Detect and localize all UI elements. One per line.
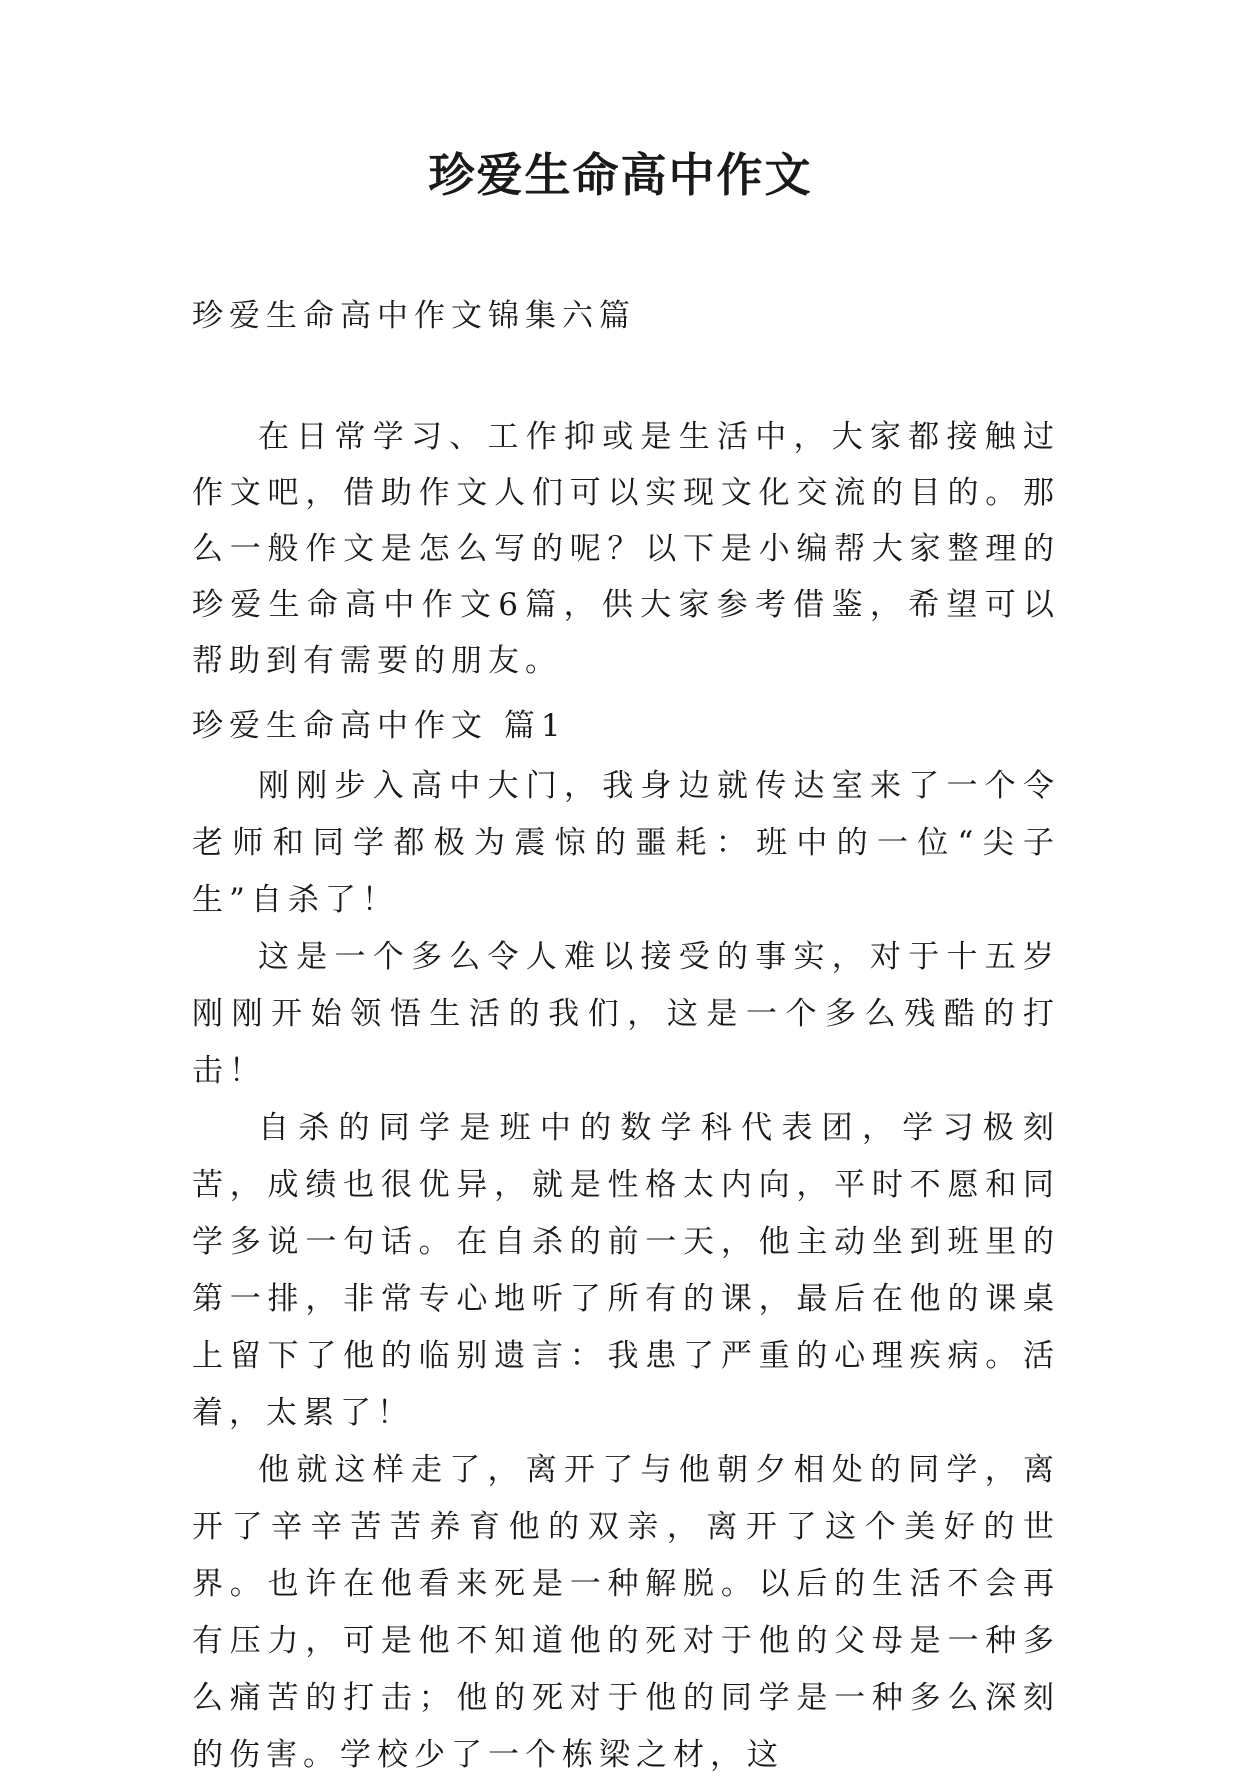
- document-subtitle: 珍爱生命高中作文锦集六篇: [192, 298, 636, 334]
- article-paragraph: 自杀的同学是班中的数学科代表团，学习极刻苦，成绩也很优异，就是性格太内向，平时不愿和同学多说一句话。在自杀的前一天，他主动坐到班里的第一排，非常专心地听了所有的课，最后在他的课桌上留下了他的临别遗言：我患了严重的心理疾病。活着，太累了！: [192, 1110, 1060, 1431]
- section-heading: 珍爱生命高中作文 篇1: [192, 708, 567, 744]
- article-paragraph: 他就这样走了，离开了与他朝夕相处的同学，离开了辛辛苦苦养育他的双亲，离开了这个美好的世界。也许在他看来死是一种解脱。以后的生活不会再有压力，可是他不知道他的死对于他的父母是一种多么痛苦的打击；他的死对于他的同学是一种多么深刻的伤害。学校少了一个栋梁之材，这: [192, 1452, 1060, 1773]
- intro-paragraph: 在日常学习、工作抑或是生活中，大家都接触过作文吧，借助作文人们可以实现文化交流的目的。那么一般作文是怎么写的呢？以下是小编帮大家整理的珍爱生命高中作文6篇，供大家参考借鉴，希望可以帮助到有需要的朋友。: [192, 419, 1060, 679]
- article-paragraph: 刚刚步入高中大门，我身边就传达室来了一个令老师和同学都极为震惊的噩耗：班中的一位“尖子生”自杀了！: [192, 768, 1060, 918]
- document-title: 珍爱生命高中作文: [428, 148, 813, 202]
- article-paragraph: 这是一个多么令人难以接受的事实，对于十五岁刚刚开始领悟生活的我们，这是一个多么残酷的打击！: [192, 939, 1060, 1089]
- article-body: [192, 758, 1060, 1784]
